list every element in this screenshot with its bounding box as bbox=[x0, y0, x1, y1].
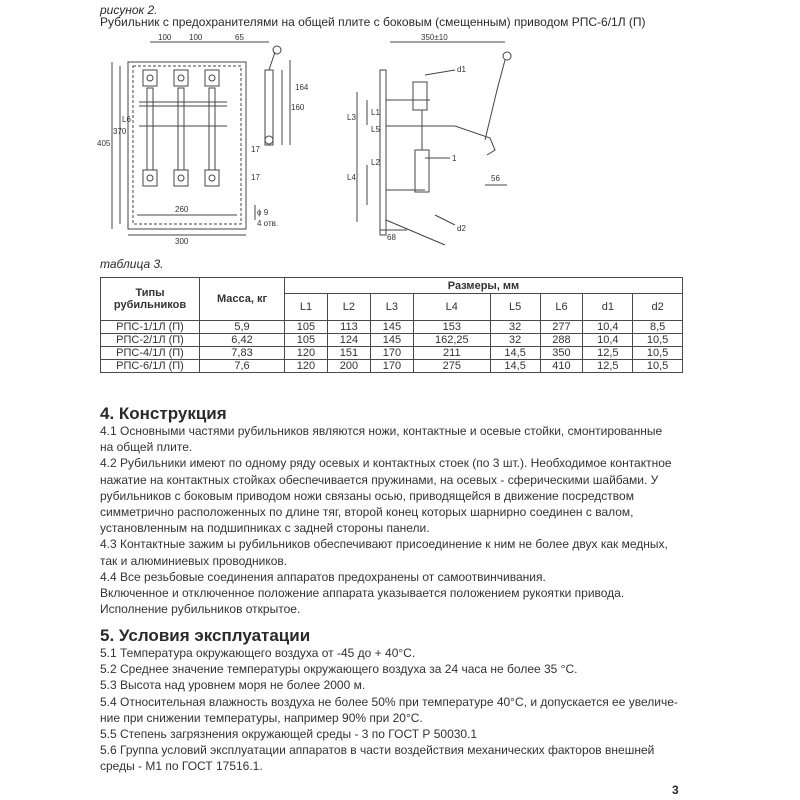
dim-l6: L6 bbox=[122, 115, 131, 124]
cell: 120 bbox=[285, 360, 328, 373]
text-line: ние при снижении температуры, например 90% при 20°С. bbox=[100, 710, 423, 725]
cell: 153 bbox=[413, 321, 490, 334]
cell: 120 bbox=[285, 347, 328, 360]
figure-label: рисунок 2. bbox=[100, 3, 158, 17]
cell: 10,4 bbox=[583, 321, 633, 334]
col-l6: L6 bbox=[540, 294, 583, 321]
side-view bbox=[357, 42, 511, 245]
cell: 410 bbox=[540, 360, 583, 373]
dim-d1: d1 bbox=[457, 65, 466, 74]
dim-top-3: 65 bbox=[235, 33, 244, 42]
cell: 14,5 bbox=[490, 347, 540, 360]
table-row bbox=[101, 360, 683, 373]
pole-3 bbox=[205, 70, 219, 186]
col-l4: L4 bbox=[413, 294, 490, 321]
cell: 10,5 bbox=[633, 334, 683, 347]
cell: 105 bbox=[285, 334, 328, 347]
dim-width-260: 260 bbox=[175, 205, 189, 214]
section-4-body bbox=[100, 423, 690, 617]
cell: 211 bbox=[413, 347, 490, 360]
figure-caption: Рубильник с предохранителями на общей плите с боковым (смещенным) приводом РПС-6/1Л (П) bbox=[100, 15, 646, 29]
cell: 8,5 bbox=[633, 321, 683, 334]
cell: 170 bbox=[370, 360, 413, 373]
col-l3: L3 bbox=[370, 294, 413, 321]
section-5-body bbox=[100, 645, 690, 775]
cell: 10,5 bbox=[633, 360, 683, 373]
dim-width-300: 300 bbox=[175, 237, 189, 246]
text-line: среды - М1 по ГОСТ 17516.1. bbox=[100, 759, 263, 774]
dim-top-1: 100 bbox=[158, 33, 172, 42]
cell: 105 bbox=[285, 321, 328, 334]
dim-17a: 17 bbox=[251, 145, 260, 154]
dim-17b: 17 bbox=[251, 173, 260, 182]
text-line: симметрично расположенных по длине тяг, второй конец которых шарнирно соединен с валом, bbox=[100, 505, 634, 520]
pole-1 bbox=[143, 70, 157, 186]
cell: 350 bbox=[540, 347, 583, 360]
cell: 277 bbox=[540, 321, 583, 334]
table-label: таблица 3. bbox=[100, 257, 164, 271]
front-view bbox=[112, 42, 290, 235]
cell: 288 bbox=[540, 334, 583, 347]
col-d2: d2 bbox=[633, 294, 683, 321]
table-header-row bbox=[101, 278, 683, 294]
cell: 12,5 bbox=[583, 347, 633, 360]
header-mass: Масса, кг bbox=[200, 278, 285, 321]
col-l2: L2 bbox=[327, 294, 370, 321]
dim-56: 56 bbox=[491, 174, 500, 183]
text-line: 4.2 Рубильники имеют по одному ряду осевых и контактных стоек (по 3 шт.). Необходимое контактное bbox=[100, 456, 672, 471]
section-5-title: 5. Условия эксплуатации bbox=[100, 626, 311, 645]
col-l1: L1 bbox=[285, 294, 328, 321]
text-line: 5.1 Температура окружающего воздуха от -45 до + 40°С. bbox=[100, 646, 416, 660]
cell: 12,5 bbox=[583, 360, 633, 373]
cell: 151 bbox=[327, 347, 370, 360]
dim-l1: L1 bbox=[371, 108, 380, 117]
text-line: так и алюминиевых проводников. bbox=[100, 553, 288, 568]
cell-mass: 5,9 bbox=[200, 321, 285, 334]
table-row bbox=[101, 334, 683, 347]
cell-mass: 7,6 bbox=[200, 360, 285, 373]
cell: 162,25 bbox=[413, 334, 490, 347]
cell-type: РПС-1/1Л (П) bbox=[101, 321, 200, 334]
page-number: 3 bbox=[672, 783, 679, 797]
cell-type: РПС-6/1Л (П) bbox=[101, 360, 200, 373]
dim-350: 350±10 bbox=[421, 33, 448, 42]
text-line: 5.2 Среднее значение температуры окружающего воздуха за 24 часа не более 35 °С. bbox=[100, 662, 578, 677]
cell: 14,5 bbox=[490, 360, 540, 373]
text-line: установленным на подшипниках с задней стороны панели. bbox=[100, 521, 430, 536]
technical-drawing bbox=[95, 30, 685, 255]
text-line: 5.5 Степень загрязнения окружающей среды - 3 по ГОСТ Р 50030.1 bbox=[100, 727, 478, 742]
cell: 145 bbox=[370, 334, 413, 347]
cell: 145 bbox=[370, 321, 413, 334]
table-row bbox=[101, 347, 683, 360]
text-line: на общей плите. bbox=[100, 440, 193, 455]
cell-type: РПС-2/1Л (П) bbox=[101, 334, 200, 347]
text-line: 4.4 Все резьбовые соединения аппаратов предохранены от самоотвинчивания. bbox=[100, 569, 546, 584]
cell: 10,5 bbox=[633, 347, 683, 360]
table-row bbox=[101, 321, 683, 334]
text-line: Исполнение рубильников открытое. bbox=[100, 602, 301, 617]
dim-height-mid: 370 bbox=[113, 127, 127, 136]
dim-hole: ϕ 9 bbox=[257, 208, 269, 217]
header-dims: Размеры, мм bbox=[285, 278, 683, 294]
dim-68: 68 bbox=[387, 233, 396, 242]
text-line: нажатие на контактных стойках обеспечивается пружинами, на осевых - сферическими шайбами. У bbox=[100, 472, 659, 487]
col-l5: L5 bbox=[490, 294, 540, 321]
cell: 275 bbox=[413, 360, 490, 373]
dim-160: 160 bbox=[291, 103, 305, 112]
cell: 10,4 bbox=[583, 334, 633, 347]
text-line: 5.3 Высота над уровнем моря не более 2000 м. bbox=[100, 678, 366, 693]
dim-164: 164 bbox=[295, 83, 309, 92]
cell: 170 bbox=[370, 347, 413, 360]
cell: 32 bbox=[490, 321, 540, 334]
dim-l3: L3 bbox=[347, 113, 356, 122]
dim-d2: d2 bbox=[457, 224, 466, 233]
text-line: 5.4 Относительная влажность воздуха не более 50% при температуре 40°С, и допускается ее увеличе- bbox=[100, 694, 678, 709]
dim-top-2: 100 bbox=[189, 33, 203, 42]
cell-type: РПС-4/1Л (П) bbox=[101, 347, 200, 360]
cell: 200 bbox=[327, 360, 370, 373]
header-types: Типы рубильников bbox=[101, 278, 200, 321]
cell: 32 bbox=[490, 334, 540, 347]
cell: 113 bbox=[327, 321, 370, 334]
dim-height-overall: 405 bbox=[97, 139, 111, 148]
text-line: 5.6 Группа условий эксплуатации аппаратов в части воздействия механических факторов внешней bbox=[100, 743, 655, 758]
dim-holes-count: 4 отв. bbox=[257, 219, 279, 228]
callout-1: 1 bbox=[452, 154, 457, 163]
cell-mass: 6,42 bbox=[200, 334, 285, 347]
cell: 124 bbox=[327, 334, 370, 347]
section-4-title: 4. Конструкция bbox=[100, 404, 227, 423]
text-line: 4.1 Основными частями рубильников являются ножи, контактные и осевые стойки, смонтированные bbox=[100, 424, 663, 438]
text-line: Включенное и отключенное положение аппарата указывается положением рукоятки привода. bbox=[100, 586, 625, 601]
dimensions-table bbox=[100, 277, 683, 373]
text-line: 4.3 Контактные зажим ы рубильников обеспечивают присоединение к ним не более двух как медных, bbox=[100, 537, 668, 552]
pole-2 bbox=[174, 70, 188, 186]
dim-l4: L4 bbox=[347, 173, 356, 182]
col-d1: d1 bbox=[583, 294, 633, 321]
text-line: рубильников с боковым приводом ножи связаны осью, приводящейся в движение посредством bbox=[100, 488, 634, 503]
cell-mass: 7,83 bbox=[200, 347, 285, 360]
dim-l2: L2 bbox=[371, 158, 380, 167]
dim-l5: L5 bbox=[371, 125, 380, 134]
